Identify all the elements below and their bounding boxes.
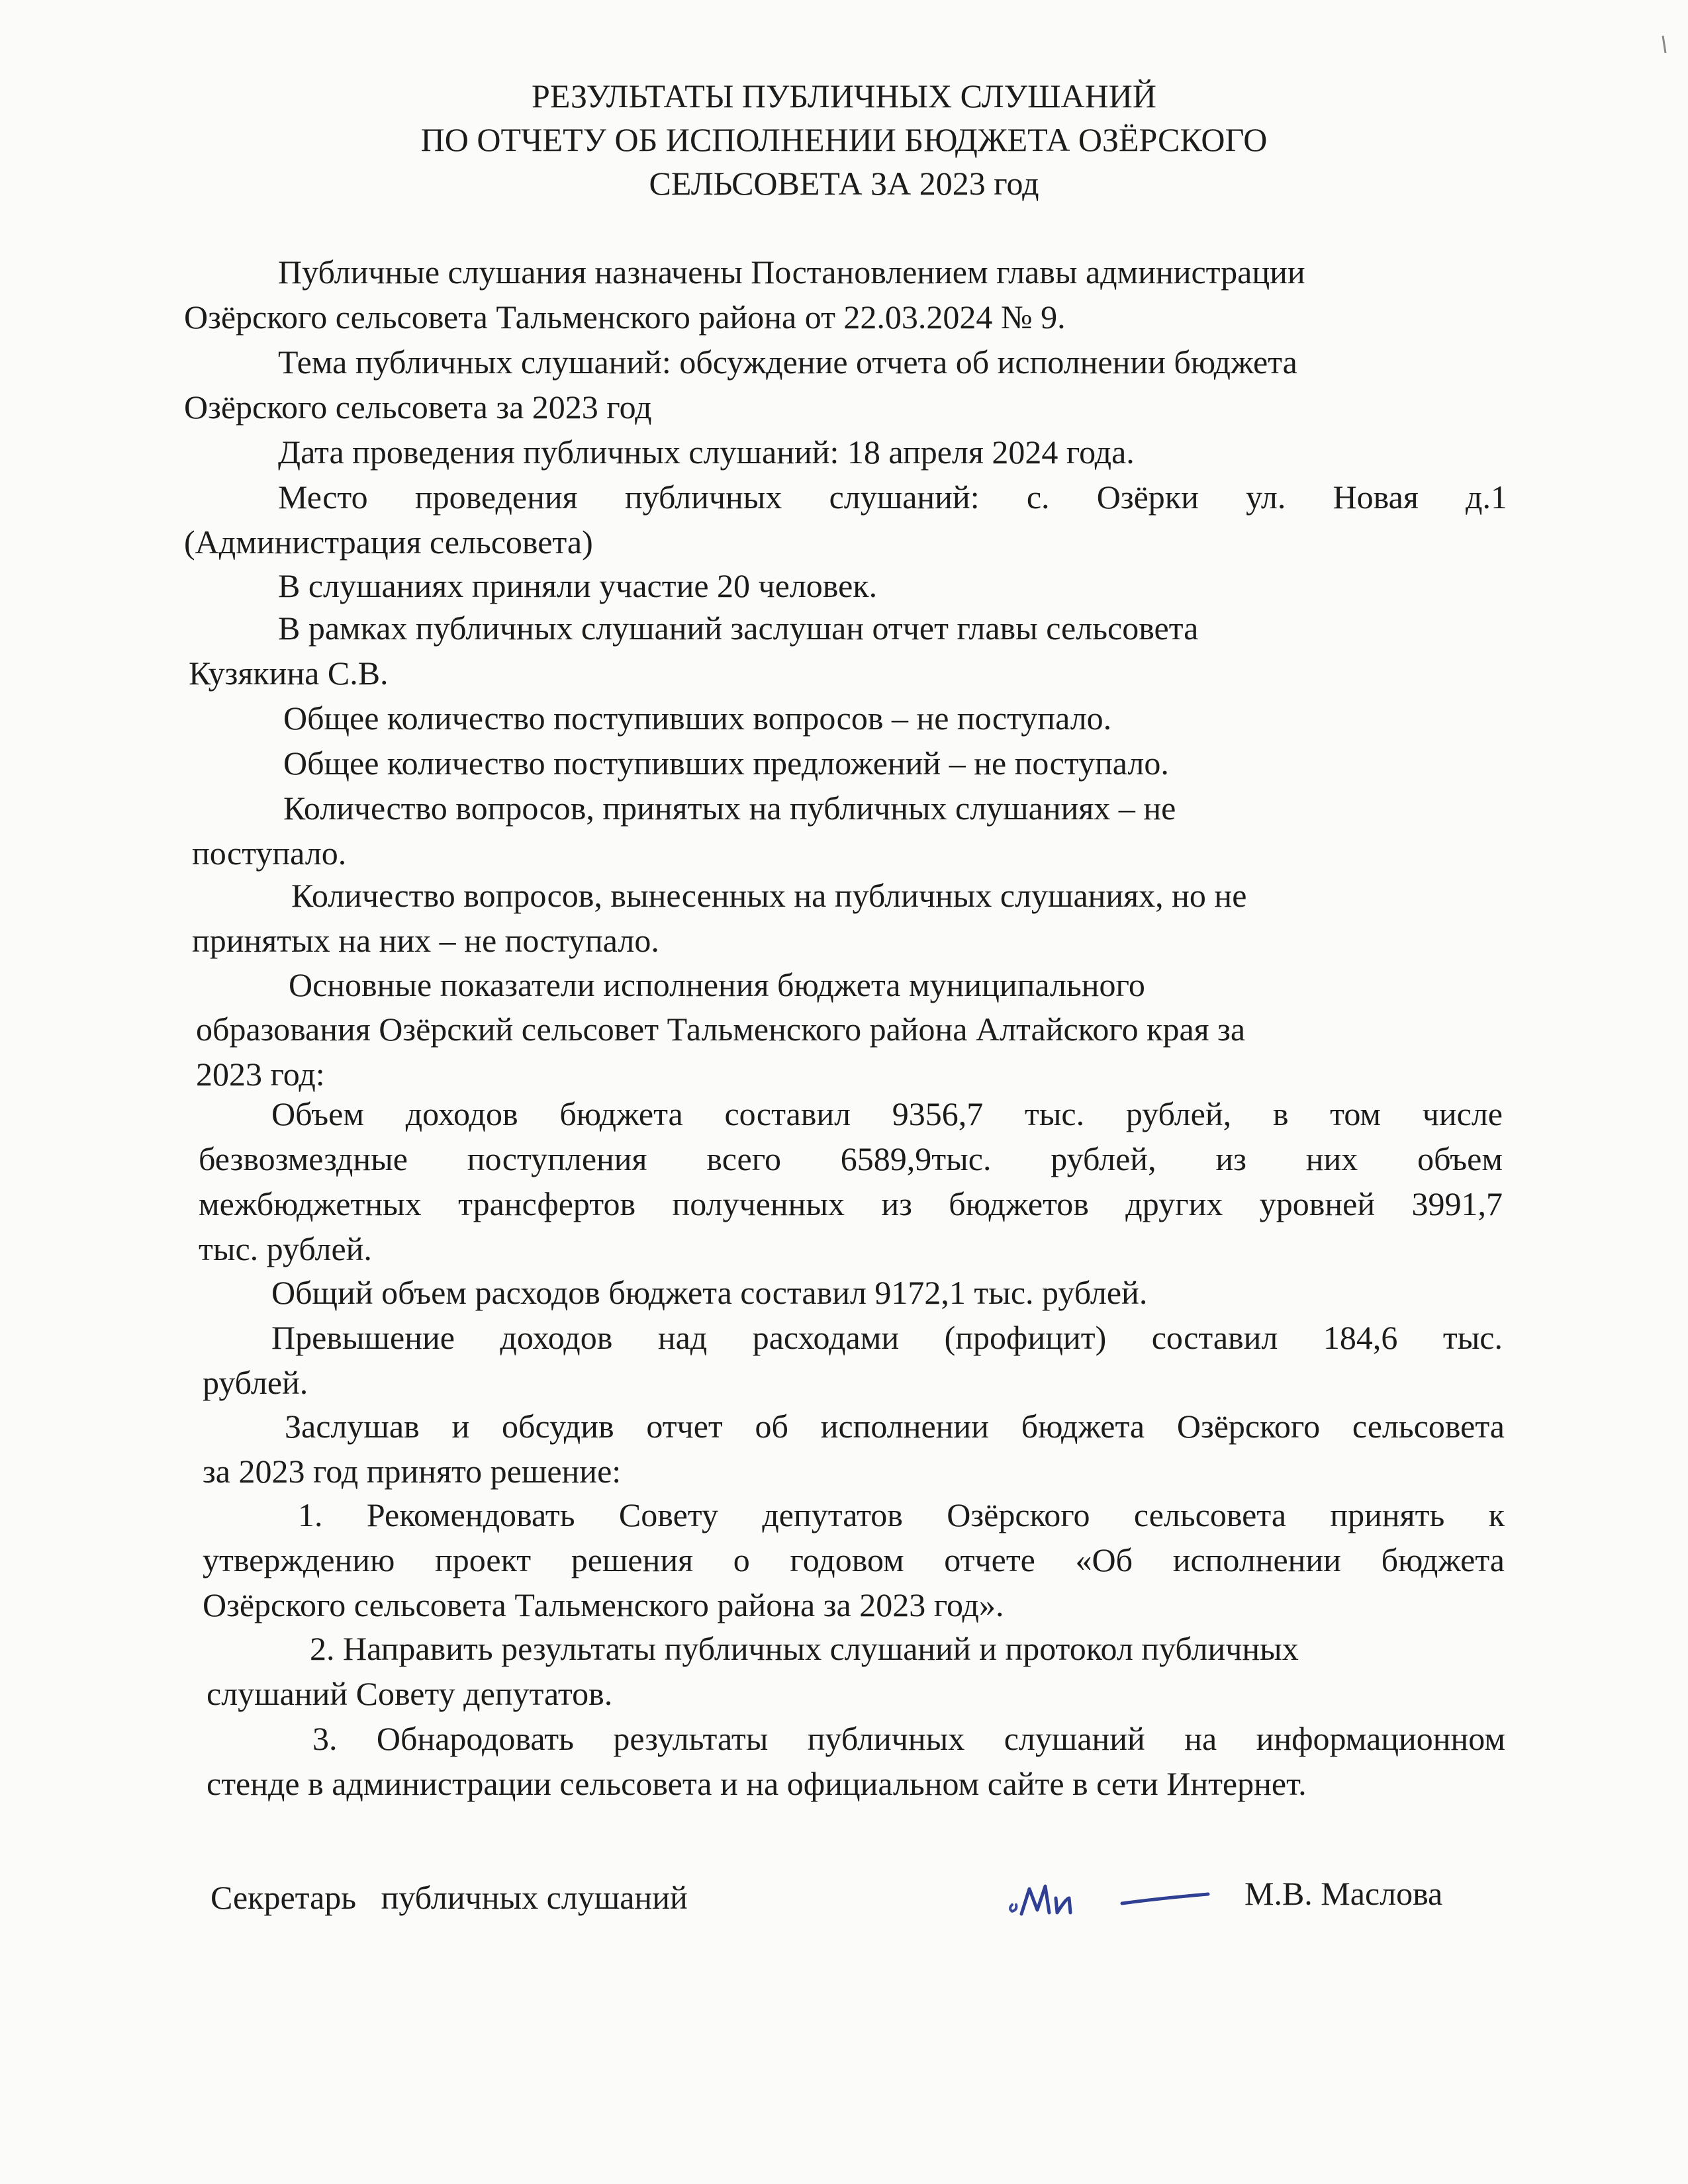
paragraph-topic-line-2: Озёрского сельсовета за 2023 год — [184, 388, 652, 426]
paragraph-surplus-line-2: рублей. — [203, 1364, 308, 1401]
title-line-1: РЕЗУЛЬТАТЫ ПУБЛИЧНЫХ СЛУШАНИЙ — [532, 77, 1156, 114]
document-title — [0, 74, 1688, 205]
decision-item-1-line-3: Озёрского сельсовета Тальменского района за 2023 год». — [203, 1586, 1004, 1623]
paragraph-income-line-2: безвозмездные поступления всего 6589,9тыс. рублей, из них объем — [199, 1140, 1503, 1177]
paragraph-indicators-line-1: Основные показатели исполнения бюджета муниципального — [289, 966, 1145, 1003]
handwritten-signature — [1003, 1872, 1221, 1925]
title-line-2: ПО ОТЧЕТУ ОБ ИСПОЛНЕНИИ БЮДЖЕТА ОЗЁРСКОГО — [420, 121, 1268, 158]
decision-item-3-line-2: стенде в администрации сельсовета и на официальном сайте в сети Интернет. — [207, 1765, 1307, 1802]
signature-role: Секретарь публичных слушаний — [211, 1879, 688, 1916]
paragraph-proposals-count: Общее количество поступивших предложений – не поступало. — [283, 745, 1169, 782]
paragraph-accepted-line-1: Количество вопросов, принятых на публичных слушаниях – не — [283, 790, 1176, 827]
paragraph-rejected-line-2: принятых на них – не поступало. — [192, 922, 659, 959]
paragraph-place-line-1: Место проведения публичных слушаний: с. Озёрки ул. Новая д.1 — [278, 478, 1507, 516]
paragraph-appointment-line-2: Озёрского сельсовета Тальменского района от 22.03.2024 № 9. — [184, 298, 1066, 336]
paragraph-surplus-line-1: Превышение доходов над расходами (профицит) составил 184,6 тыс. — [271, 1319, 1503, 1356]
paragraph-appointment-line-1: Публичные слушания назначены Постановлением главы администрации — [278, 253, 1305, 291]
paragraph-income-line-1: Объем доходов бюджета составил 9356,7 тыс. рублей, в том числе — [271, 1095, 1503, 1132]
paragraph-decision-line-2: за 2023 год принято решение: — [203, 1453, 622, 1490]
decision-item-1-line-2: утверждению проект решения о годовом отчете «Об исполнении бюджета — [203, 1541, 1505, 1578]
title-line-3: СЕЛЬСОВЕТА ЗА 2023 год — [649, 165, 1039, 202]
paragraph-accepted-line-2: поступало. — [192, 835, 347, 872]
paragraph-indicators-line-3: 2023 год: — [196, 1056, 325, 1093]
paragraph-decision-line-1: Заслушав и обсудив отчет об исполнении бюджета Озёрского сельсовета — [285, 1408, 1505, 1445]
signature-name: М.В. Маслова — [1244, 1875, 1443, 1912]
paragraph-date: Дата проведения публичных слушаний: 18 апреля 2024 года. — [278, 433, 1135, 471]
decision-item-2-line-1: 2. Направить результаты публичных слушаний и протокол публичных — [310, 1630, 1299, 1667]
paragraph-expenses: Общий объем расходов бюджета составил 9172,1 тыс. рублей. — [271, 1274, 1148, 1311]
paragraph-rejected-line-1: Количество вопросов, вынесенных на публичных слушаниях, но не — [291, 877, 1247, 914]
paragraph-income-line-4: тыс. рублей. — [199, 1230, 372, 1267]
paragraph-questions-count: Общее количество поступивших вопросов – не поступало. — [283, 700, 1112, 737]
decision-item-1-line-1: 1. Рекомендовать Совету депутатов Озёрского сельсовета принять к — [298, 1496, 1505, 1533]
paragraph-indicators-line-2: образования Озёрский сельсовет Тальменского района Алтайского края за — [196, 1011, 1246, 1048]
decision-item-2-line-2: слушаний Совету депутатов. — [207, 1675, 613, 1712]
paragraph-report-line-1: В рамках публичных слушаний заслушан отчет главы сельсовета — [278, 610, 1199, 647]
paragraph-income-line-3: межбюджетных трансфертов полученных из бюджетов других уровней 3991,7 — [199, 1185, 1503, 1222]
paragraph-topic-line-1: Тема публичных слушаний: обсуждение отчета об исполнении бюджета — [278, 343, 1297, 381]
decision-item-3-line-1: 3. Обнародовать результаты публичных слушаний на информационном — [312, 1720, 1505, 1757]
paragraph-report-line-2: Кузякина С.В. — [189, 655, 389, 692]
paragraph-participants: В слушаниях приняли участие 20 человек. — [278, 567, 878, 604]
paragraph-place-line-2: (Администрация сельсовета) — [184, 523, 593, 561]
edge-mark — [1660, 34, 1672, 54]
